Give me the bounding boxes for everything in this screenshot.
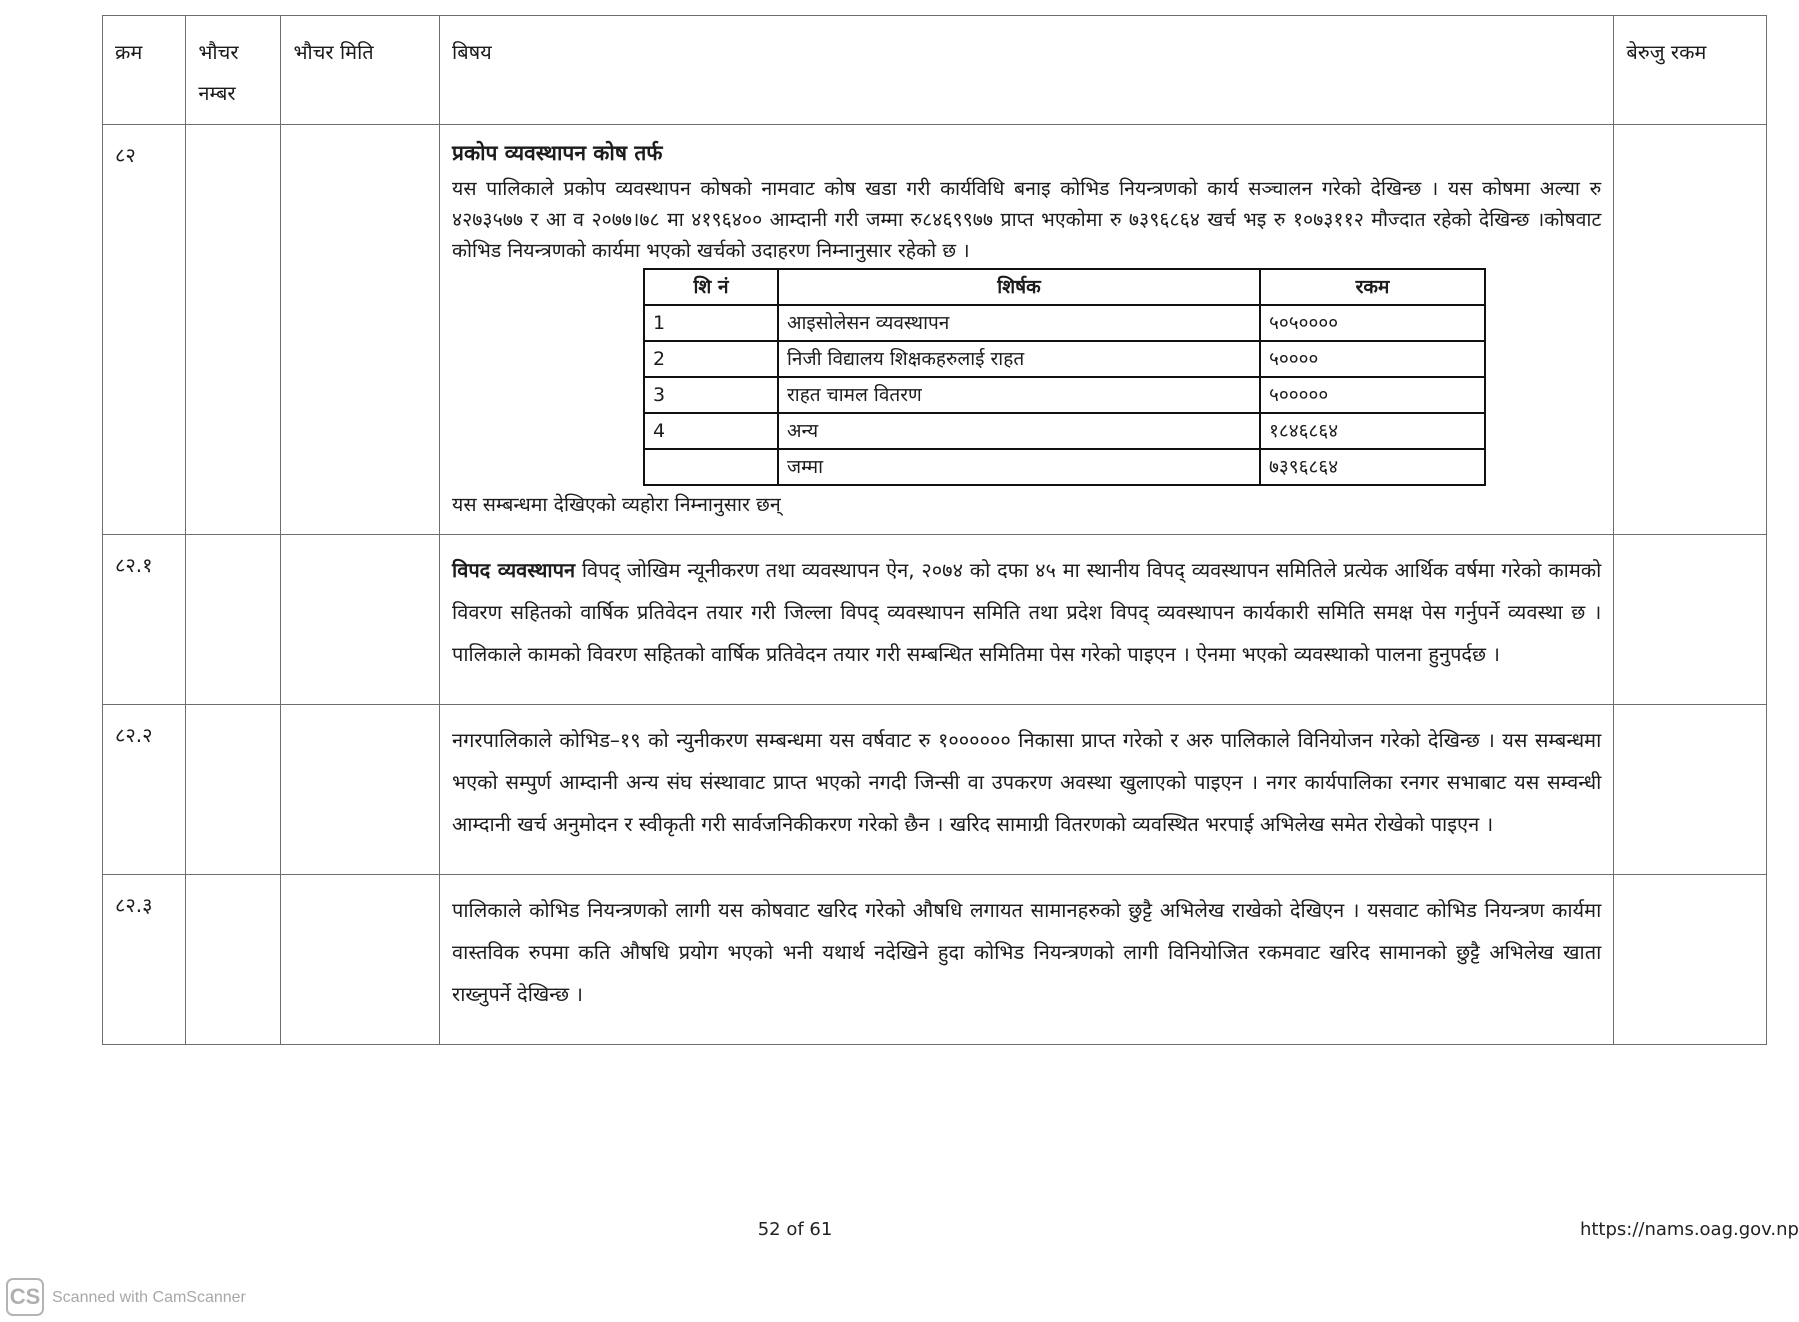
section-heading: प्रकोप व्यवस्थापन कोष तर्फ	[452, 141, 663, 165]
footer-url: https://nams.oag.gov.np	[1579, 1219, 1799, 1240]
expense-row	[644, 413, 1485, 449]
table-row	[103, 535, 1767, 705]
expense-amount: ५०००००	[1260, 377, 1485, 413]
observation-paragraph	[452, 549, 1601, 675]
row-kram: ८२	[103, 125, 186, 535]
expense-sn: 2	[644, 341, 778, 377]
expense-row	[644, 341, 1485, 377]
camscanner-watermark: Scanned with CamScanner	[52, 1289, 246, 1306]
intro-paragraph: यस पालिकाले प्रकोप व्यवस्थापन कोषको नामवाट कोष खडा गरी कार्यविधि बनाइ कोभिड नियन्त्रणको कार्य सञ्चालन गरेको देखिन्छ । यस कोषमा अल्या रु ४२७३५७७ र आ व २०७७।७८ मा ४१९६४०० आम्दानी गरी जम्मा रु८४६९९७७ प्राप्त भएकोमा रु ७३९६८६४ खर्च भइ रु १०७३११२ मौज्दात रहेको देखिन्छ ।कोषवाट कोभिड नियन्त्रणको कार्यमा भएको खर्चको उदाहरण निम्नानुसार रहेको छ ।	[452, 177, 1602, 262]
row-voucher-date	[281, 125, 440, 535]
header-voucher-number: भौचर नम्बर	[186, 16, 281, 125]
row-kram: ८२.३	[103, 875, 186, 1045]
row-voucher-date	[281, 705, 440, 875]
camscanner-logo-icon: CS	[6, 1278, 44, 1316]
header-voucher-date: भौचर मिति	[281, 16, 440, 125]
row-kram: ८२.१	[103, 535, 186, 705]
expense-title: निजी विद्यालय शिक्षकहरुलाई राहत	[778, 341, 1260, 377]
expense-row	[644, 305, 1485, 341]
expense-total-label: जम्मा	[778, 449, 1260, 485]
row-beruju-amount	[1614, 875, 1767, 1045]
row-subject	[440, 535, 1614, 705]
row-voucher-date	[281, 875, 440, 1045]
expense-title: अन्य	[778, 413, 1260, 449]
row-voucher-number	[186, 125, 281, 535]
header-beruju-amount: बेरुजु रकम	[1614, 16, 1767, 125]
expense-total-amount: ७३९६८६४	[1260, 449, 1485, 485]
observation-paragraph: नगरपालिकाले कोभिड–१९ को न्युनीकरण सम्बन्धमा यस वर्षवाट रु १०००००० निकासा प्राप्त गरेको र अरु पालिकाले विनियोजन गरेको देखिन्छ । यस सम्बन्धमा भएको सम्पुर्ण आम्दानी अन्य संघ संस्थावाट प्राप्त भएको नगदी जिन्सी वा उपकरण अवस्था खुलाएको पाइएन । नगर कार्यपालिका रनगर सभाबाट यस सम्वन्धी आम्दानी खर्च अनुमोदन र स्वीकृती गरी सार्वजनिकीकरण गरेको छैन । खरिद सामाग्री वितरणको व्यवस्थित भरपाई अभिलेख समेत रोखेको पाइएन ।	[452, 728, 1602, 836]
header-kram: क्रम	[103, 16, 186, 125]
expense-header-title: शिर्षक	[778, 269, 1260, 305]
expense-amount: १८४६८६४	[1260, 413, 1485, 449]
table-row	[103, 705, 1767, 875]
observation-paragraph: पालिकाले कोभिड नियन्त्रणको लागी यस कोषवाट खरिद गरेको औषधि लगायत सामानहरुको छुट्टै अभिलेख राखेको देखिएन । यसवाट कोभिड नियन्त्रण कार्यमा वास्तविक रुपमा कति औषधि प्रयोग भएको भनी यथार्थ नदेखिने हुदा कोभिड नियन्त्रणको लागी विनियोजित रकमवाट खरिद सामानको छुट्टै अभिलेख खाता राख्नुपर्ने देखिन्छ ।	[452, 898, 1602, 1006]
row-subject	[440, 875, 1614, 1045]
expense-sn: 1	[644, 305, 778, 341]
row-voucher-number	[186, 875, 281, 1045]
expense-sn: 4	[644, 413, 778, 449]
table-row	[103, 875, 1767, 1045]
expense-header-sn: शि नं	[644, 269, 778, 305]
expense-header-row	[644, 269, 1485, 305]
expense-sn: 3	[644, 377, 778, 413]
row-kram: ८२.२	[103, 705, 186, 875]
observation-lead: विपद व्यवस्थापन	[452, 558, 576, 582]
row-voucher-number	[186, 705, 281, 875]
expense-row	[644, 377, 1485, 413]
row-subject	[440, 125, 1614, 535]
expense-amount: ५०५००००	[1260, 305, 1485, 341]
row-voucher-number	[186, 535, 281, 705]
expense-amount: ५००००	[1260, 341, 1485, 377]
table-row	[103, 125, 1767, 535]
expense-title: आइसोलेसन व्यवस्थापन	[778, 305, 1260, 341]
expense-sn	[644, 449, 778, 485]
expense-total-row	[644, 449, 1485, 485]
expense-title: राहत चामल वितरण	[778, 377, 1260, 413]
header-subject: बिषय	[440, 16, 1614, 125]
expense-header-amount: रकम	[1260, 269, 1485, 305]
row-voucher-date	[281, 535, 440, 705]
page-number: 52 of 61	[757, 1219, 833, 1240]
header-row	[103, 16, 1767, 125]
observation-text: विपद् जोखिम न्यूनीकरण तथा व्यवस्थापन ऐन, २०७४ को दफा ४५ मा स्थानीय विपद् व्यवस्थापन समितिले प्रत्येक आर्थिक वर्षमा गरेको कामको विवरण सहितको वार्षिक प्रतिवेदन तयार गरी जिल्ला विपद् व्यवस्थापन समिति तथा प्रदेश विपद् व्यवस्थापन कार्यकारी समिति समक्ष पेस गर्नुपर्ने व्यवस्था छ । पालिकाले कामको विवरण सहितको वार्षिक प्रतिवेदन तयार गरी सम्बन्धित समितिमा पेस गरेको पाइएन । ऐनमा भएको व्यवस्थाको पालना हुनुपर्दछ ।	[452, 558, 1602, 666]
closing-line: यस सम्बन्धमा देखिएको व्यहोरा निम्नानुसार छन्	[452, 493, 781, 516]
expense-table	[643, 268, 1486, 486]
row-beruju-amount	[1614, 535, 1767, 705]
audit-table	[102, 15, 1767, 1045]
row-subject	[440, 705, 1614, 875]
row-beruju-amount	[1614, 705, 1767, 875]
row-beruju-amount	[1614, 125, 1767, 535]
